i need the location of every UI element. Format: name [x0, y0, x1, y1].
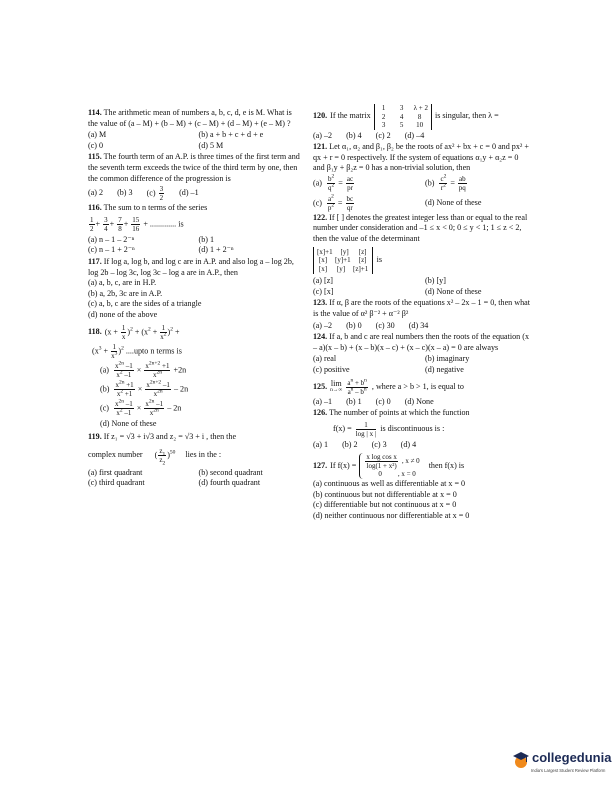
- option-a: (a) M: [88, 130, 107, 140]
- determinant-cell: [z]+1: [353, 264, 369, 273]
- option-b: (b) 4: [346, 130, 362, 140]
- matrix-row: [378, 121, 428, 130]
- determinant-cell: [y]: [340, 247, 349, 256]
- matrix-cell: 3: [381, 121, 386, 129]
- logo-tagline: India's Largest Student Review Platform: [531, 768, 606, 773]
- question-number: 126.: [313, 408, 328, 418]
- question-117: [88, 257, 303, 321]
- option-b: (b) a + b + c + d + e: [198, 130, 264, 140]
- question-number: 114.: [88, 108, 102, 117]
- option-c: (c) 0: [375, 396, 391, 406]
- question-text: If the matrix: [330, 111, 371, 121]
- option-c: (c) 30: [375, 320, 395, 330]
- question-text: If a, b and c are real numbers then the roots of the equation (x – a)(x – b) + (x – b)(x – c) + (x – c)(x – a) = 0 are always: [313, 332, 529, 352]
- question-text: The sum to n terms of the series: [103, 203, 208, 213]
- option-b: (b) $\frac{c^2}{r^2}$ = $\frac{ab}{pq}$: [425, 173, 466, 192]
- determinant-row: [317, 265, 369, 274]
- matrix: [374, 104, 432, 130]
- option-d: (d) fourth quadrant: [198, 478, 261, 488]
- option-d: (d) none of the above: [88, 309, 158, 319]
- question-text: If α, β are the roots of the equations x² – 2x – 1 = 0, then what is the value of α² β⁻² + α⁻² β²: [313, 298, 530, 318]
- option-b: (b) 3: [117, 188, 133, 198]
- option-b: (b) $\frac{x^{2n} +1}{x^2 +1}$ × $\frac{x^{2n+2} -1}{x^{2n}}$ – 2n: [100, 379, 189, 398]
- matrix-cell: λ + 2: [413, 104, 428, 112]
- matrix-cell: 10: [416, 121, 424, 129]
- question-text: The fourth term of an A.P. is three times of the first term and the seventh term exceeds the twice of the third term by one, then the common difference of the progression is: [88, 152, 300, 183]
- question-number: 115.: [88, 152, 102, 162]
- question-text: The arithmetic mean of numbers a, b, c, d, e is M. What is the value of (a – M) + (b – M) + (c – M) + (d – M) + (e – M) ?: [88, 108, 292, 128]
- option-b: (b) second quadrant: [198, 467, 263, 477]
- option-d: (d) None of these: [425, 198, 482, 208]
- option-b: (b) 2: [342, 439, 358, 449]
- option-d: (d) None of these: [100, 418, 157, 428]
- option-a: (a) $\frac{x^{2n} -1}{x^2 -1}$ × $\frac{x^{2n+2} +1}{x^{2n}}$ +2n: [100, 360, 187, 379]
- collegedunia-logo: [509, 748, 612, 778]
- option-a: (a) a, b, c, are in H.P.: [88, 278, 157, 288]
- option-a: (a) continuous as well as differentiable at x = 0: [313, 479, 466, 489]
- question-number: 121.: [313, 142, 328, 152]
- question-number: 124.: [313, 332, 328, 342]
- series-expression: $\frac{1}{2}$ + $\frac{3}{4}$ + $\frac{7}{8}$ + $\frac{15}{16}$ + ............. is: [90, 215, 184, 233]
- question-114: [88, 108, 303, 151]
- question-text: , where a > b > 1, is equal to: [371, 381, 464, 391]
- option-b: (b) continuous but not differentiable at x = 0: [313, 489, 457, 499]
- question-number: 123.: [313, 298, 328, 308]
- question-124: [313, 332, 531, 375]
- option-c: (c) $\frac{a^2}{p^2}$ = $\frac{bc}{qr}$: [313, 193, 354, 212]
- determinant-row: [317, 248, 369, 257]
- option-c: (c) n – 1 + 2⁻ⁿ: [88, 245, 135, 255]
- option-d: (d) 34: [408, 320, 429, 330]
- question-number: 118.: [88, 326, 102, 336]
- matrix-row: [378, 113, 428, 122]
- option-a: (a) –2: [313, 130, 333, 140]
- piecewise-function: $\frac{\text{x log cos x}}{\text{log(1 + x²)}}$ , x ≠ 0 0 , x = 0: [359, 453, 419, 479]
- option-d: (d) None of these: [425, 286, 482, 296]
- option-b: (b) 1: [346, 396, 362, 406]
- determinant-cell: [x]: [318, 256, 328, 265]
- option-d: (d) –1: [179, 188, 199, 198]
- graduation-cap-icon: [511, 750, 531, 770]
- question-text: is singular, then λ =: [434, 111, 499, 121]
- question-number: 127.: [313, 460, 328, 470]
- option-a: (a) n – 1 – 2⁻ⁿ: [88, 234, 135, 244]
- series-expression: (x + $\frac{1}{x}$ )$^2 + (x^2$ + $\frac{1}{x^2}$ )$^2$ +: [104, 323, 180, 341]
- option-d: (d) negative: [425, 364, 464, 374]
- question-text: The number of points at which the function: [329, 408, 470, 418]
- option-d: (d) neither continuous nor differentiable at x = 0: [313, 511, 470, 521]
- option-b: (b) a, 2b, 3c are in A.P.: [88, 288, 163, 298]
- option-c: (c) 3: [371, 439, 387, 449]
- option-b: (b) 1: [198, 234, 215, 244]
- question-123: [313, 298, 531, 331]
- question-number: 119.: [88, 432, 102, 442]
- option-a: (a) $\frac{b^2}{q^2}$ = $\frac{ac}{pr}$: [313, 173, 354, 192]
- determinant-cell: [z]: [358, 256, 367, 265]
- option-a: (a) 1: [313, 439, 329, 449]
- question-number: 120.: [313, 111, 328, 121]
- left-column: [88, 108, 303, 490]
- option-c: (c) 2: [375, 130, 391, 140]
- option-c: (c) differentiable but not continuous at x = 0: [313, 500, 457, 510]
- question-number: 125.: [313, 381, 328, 391]
- option-a: (a) 2: [88, 188, 104, 198]
- matrix-cell: 5: [399, 121, 404, 129]
- option-c: (c) positive: [313, 364, 350, 374]
- determinant-row: [317, 256, 369, 265]
- option-a: (a) first quadrant: [88, 467, 143, 477]
- option-b: (b) imaginary: [425, 354, 470, 364]
- question-119: 119. If z₁ = √3 + i√3 and z₂ = √3 + i , then the complex number ( $\frac{z_1}{z_2}$ )$^{50}$ lies in the : (a) first quadrant (b) second quadrant (c) third quadrant (d) fourth quadrant: [88, 432, 303, 489]
- question-text: If log a, log b, and log c are in A.P. and also log a – log 2b, log 2b – log 3c, log 3c – log a are in A.P., then: [88, 256, 294, 277]
- question-121: [313, 142, 531, 212]
- determinant: [313, 247, 373, 275]
- question-116: [88, 203, 303, 256]
- option-a: (a) real: [313, 354, 337, 364]
- option-c: (c) 0: [88, 140, 104, 150]
- determinant-cell: [y]: [336, 264, 346, 273]
- option-d: (d) 4: [400, 439, 417, 449]
- question-text: If [ ] denotes the greatest integer less than or equal to the real number under consideration and –1 ≤ x < 0; 0 ≤ y < 1; 1 ≤ z < 2, then the value of the determinant: [313, 212, 528, 244]
- logo-name: collegedunia: [532, 750, 612, 765]
- option-b: (b) 0: [346, 320, 362, 330]
- option-b: (b) [y]: [425, 276, 446, 286]
- matrix-row: [378, 104, 428, 113]
- question-text: complex number: [88, 449, 143, 459]
- question-118: 118. (x + $\frac{1}{x}$ )$^2 + (x^2$ + $\frac{1}{x^2}$ )$^2$ + ($x^3$ + $\frac{1}{x^3}$ )$^2$ ....upto n terms is (a) $\frac{x^{2n} -1}{x^2 -1}$ × $\frac{x^{2n+2} +1}{x^{2n}}$ +2n (b) $\frac{x^{2n} +1}{x^2 +1}$ × $\frac{x^{2n+2} -1}{x^{2n}}$ – 2n (c) $\frac{x^{2n} -1}{x^2 -1}$ × $\frac{x^{2n} -1}{x^{2n}}$ – 2n (d) None of these: [88, 324, 303, 430]
- question-125: 125. lim n→∞ $\frac{a^n + b^n}{a^n - b^n}$ , where a > b > 1, is equal to (a) –1 (b) 1 (c) 0 (d) None: [313, 377, 464, 406]
- matrix-cell: 3: [399, 104, 404, 112]
- matrix-cell: 4: [399, 112, 404, 121]
- determinant-cell: [x]: [318, 264, 328, 273]
- question-text: If z₁ = √3 + i√3 and z₂ = √3 + i , then the: [103, 432, 237, 442]
- option-d: (d) 5 M: [198, 140, 224, 150]
- option-a: (a) –1: [313, 396, 333, 406]
- question-number: 117.: [88, 256, 102, 266]
- question-126: 126. The number of points at which the function f(x) = $\frac{1}{\log | x |}$ is discontinuous is : (a) 1 (b) 2 (c) 3 (d) 4: [313, 408, 470, 449]
- option-a: (a) [z]: [313, 276, 333, 286]
- question-text: Let α₁, α₂ and β₁, β₂ be the roots of ax² + bx + c = 0 and px² + qx + r = 0 respectively. If the system of equations α₁y + α₂z = 0 and β₁y + β₂z = 0 has a non-trivial solution, then: [313, 142, 529, 173]
- option-c: (c) a, b, c are the sides of a triangle: [88, 299, 202, 309]
- matrix-cell: 2: [381, 112, 386, 121]
- option-a: (a) –2: [313, 320, 333, 330]
- determinant-cell: [x]+1: [317, 247, 333, 256]
- question-text: lies in the :: [185, 449, 222, 459]
- question-number: 116.: [88, 203, 102, 213]
- option-c: (c) [x]: [313, 286, 334, 296]
- determinant-cell: [z]: [358, 247, 367, 256]
- option-c: (c) $\frac{x^{2n} -1}{x^2 -1}$ × $\frac{x^{2n} -1}{x^{2n}}$ – 2n: [100, 398, 182, 417]
- question-120: [313, 104, 531, 141]
- determinant-cell: [y]+1: [335, 256, 351, 265]
- question-122: 122. If [ ] denotes the greatest integer less than or equal to the real number under consideration and –1 ≤ x < 0; 0 ≤ y < 1; 1 ≤ z < 2, then the value of the determinant [x]+1 [y] [z] [x] [y]+1 [z] [x] [y] [z]+1 is (a) [z] (b) [y] (c) [x] (d) None of these: [313, 213, 531, 297]
- matrix-cell: 8: [417, 112, 422, 121]
- right-column: [313, 104, 531, 523]
- option-d: (d) 1 + 2⁻ⁿ: [198, 245, 234, 255]
- matrix-cell: 1: [381, 104, 386, 112]
- option-c: (c) $\frac{3}{2}$: [146, 185, 164, 203]
- question-number: 122.: [313, 212, 328, 222]
- option-d: (d) None: [404, 396, 434, 406]
- question-127: 127. If f(x) = $\frac{\text{x log cos x}}{\text{log(1 + x²)}}$ , x ≠ 0 0 , x = 0 then f(x) is (a) continuous as well as differentiable at x = 0 (b) continuous but not differentiable at x = 0 (c) differentiable but not continuous at x = 0 (d) neither continuous nor differentiable at x = 0: [313, 453, 531, 521]
- question-115: [88, 152, 303, 202]
- option-d: (d) –4: [404, 130, 425, 140]
- option-c: (c) third quadrant: [88, 478, 145, 488]
